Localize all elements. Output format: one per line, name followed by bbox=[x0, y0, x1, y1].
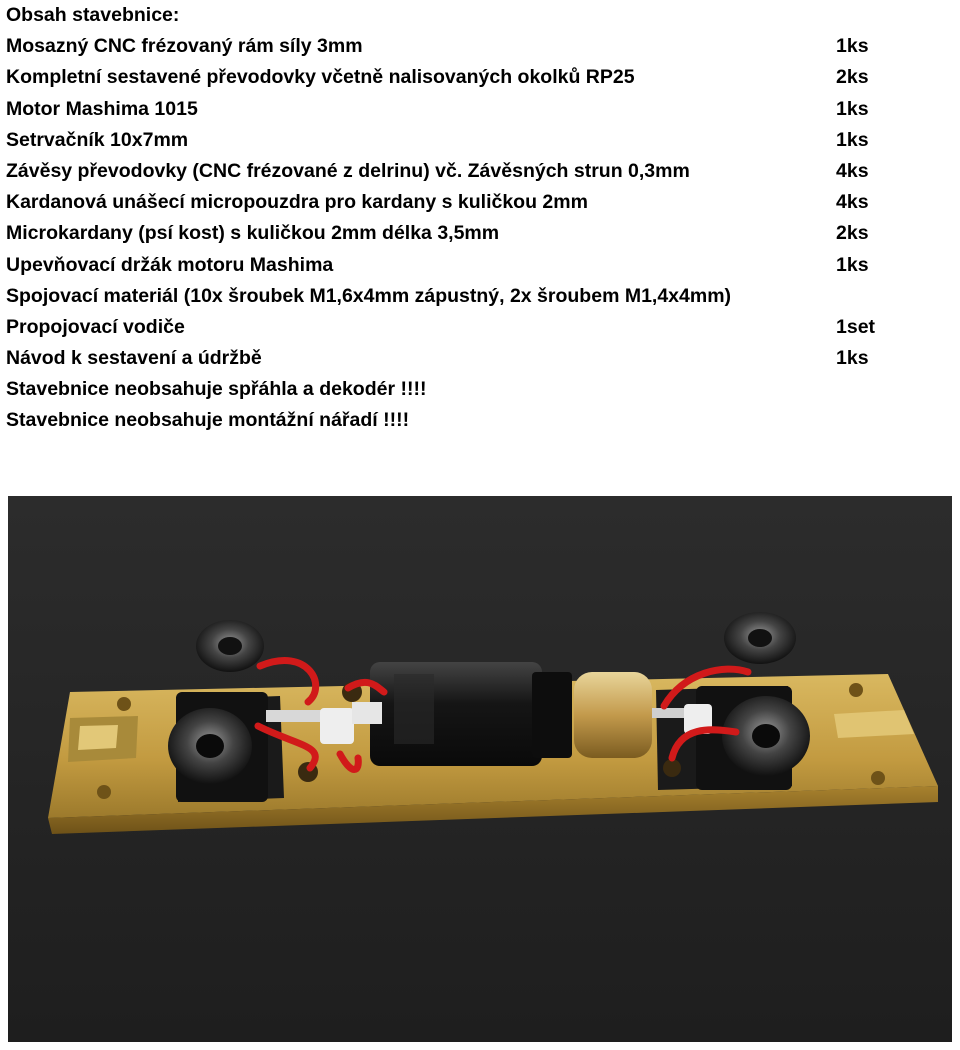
parts-list bbox=[6, 0, 886, 437]
list-item bbox=[6, 343, 886, 374]
item-name: Motor Mashima 1015 bbox=[6, 97, 198, 120]
item-quantity: 1ks bbox=[836, 347, 869, 370]
list-item bbox=[6, 281, 886, 312]
item-quantity: 2ks bbox=[836, 222, 869, 245]
item-name: Setrvačník 10x7mm bbox=[6, 128, 189, 151]
chassis-kit-image bbox=[8, 496, 952, 1042]
item-quantity: 1ks bbox=[836, 128, 869, 151]
item-name: Mosazný CNC frézovaný rám síly 3mm bbox=[6, 35, 363, 58]
item-name: Propojovací vodiče bbox=[6, 315, 185, 338]
list-item bbox=[6, 156, 886, 187]
item-quantity: 2ks bbox=[836, 66, 869, 89]
item-name: Kardanová unášecí micropouzdra pro kardany s kuličkou 2mm bbox=[6, 191, 588, 214]
list-item bbox=[6, 125, 886, 156]
item-name: Upevňovací držák motoru Mashima bbox=[6, 253, 334, 276]
item-name: Závěsy převodovky (CNC frézované z delrinu) vč. Závěsných strun 0,3mm bbox=[6, 159, 690, 182]
item-quantity: 1set bbox=[836, 315, 876, 338]
item-name: Microkardany (psí kost) s kuličkou 2mm délka 3,5mm bbox=[6, 222, 500, 245]
warning-note: Stavebnice neobsahuje spřáhla a dekodér !!!! bbox=[6, 378, 427, 401]
list-item bbox=[6, 62, 886, 93]
list-item bbox=[6, 31, 886, 62]
list-heading: Obsah stavebnice: bbox=[6, 4, 180, 26]
right-wheel-near bbox=[722, 696, 810, 776]
item-name: Spojovací materiál (10x šroubek M1,6x4mm zápustný, 2x šroubem M1,4x4mm) bbox=[6, 284, 732, 307]
product-photo bbox=[8, 496, 952, 1042]
list-item bbox=[6, 312, 886, 343]
list-item bbox=[6, 94, 886, 125]
item-quantity: 4ks bbox=[836, 191, 869, 214]
left-wheel-near bbox=[168, 708, 252, 784]
item-quantity: 1ks bbox=[836, 35, 869, 58]
motor bbox=[352, 662, 572, 766]
list-item bbox=[6, 218, 886, 249]
item-quantity: 1ks bbox=[836, 97, 869, 120]
item-name: Návod k sestavení a údržbě bbox=[6, 347, 262, 370]
warning-note: Stavebnice neobsahuje montážní nářadí !!!! bbox=[6, 409, 410, 432]
list-item bbox=[6, 187, 886, 218]
right-wheel-far bbox=[724, 612, 796, 664]
left-wheel-far bbox=[196, 620, 264, 672]
item-quantity: 4ks bbox=[836, 159, 869, 182]
list-item bbox=[6, 250, 886, 281]
item-quantity: 1ks bbox=[836, 253, 869, 276]
item-name: Kompletní sestavené převodovky včetně nalisovaných okolků RP25 bbox=[6, 66, 635, 89]
